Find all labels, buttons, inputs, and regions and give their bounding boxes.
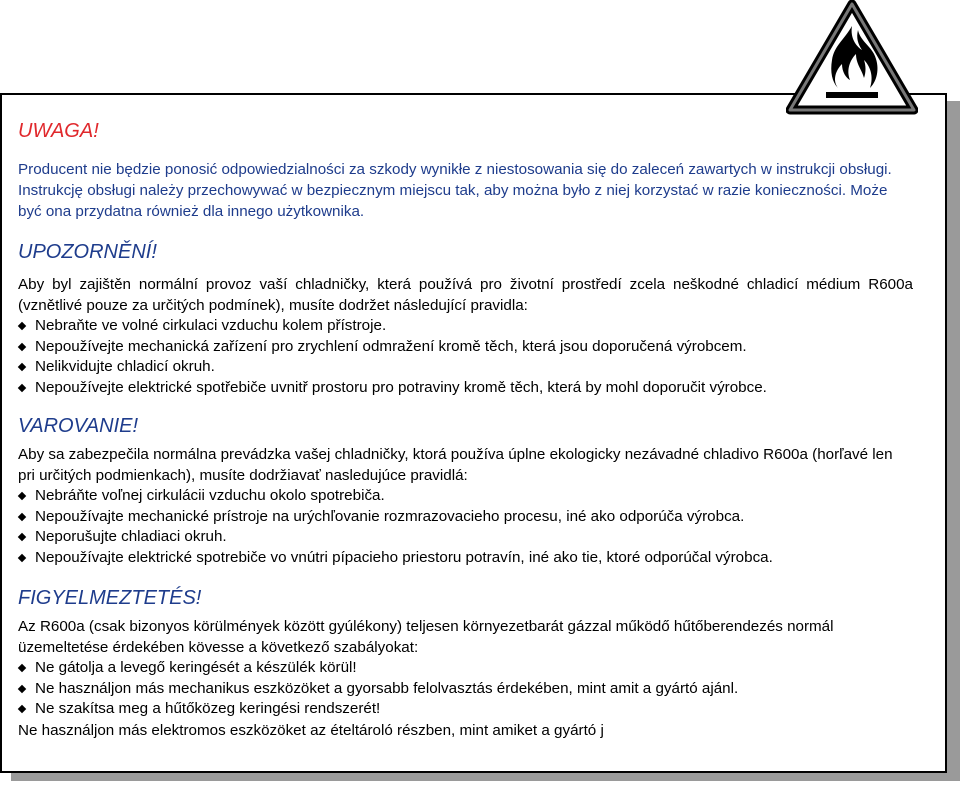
bullet-icon xyxy=(18,705,26,713)
paragraph-upozorneni: Aby byl zajištěn normální provoz vaší chladničky, která používá pro životní prostředí zcela neškodné chladicí médium R600a (vznětlivé pouze za určitých podmínek), musíte dodržet následující pravidla: xyxy=(18,276,913,314)
list-item: Ne gátolja a levegő keringését a készülék körül! xyxy=(18,658,913,679)
rules-list-czech xyxy=(18,316,913,398)
section-slovak xyxy=(18,414,913,568)
paragraph-figyelmeztetes: Az R600a (csak bizonyos körülmények között gyúlékony) teljesen környezetbarát gázzal működő hűtőberendezés normál üzemeltetése érdekében kövesse a következő szabályokat: xyxy=(18,618,834,656)
list-item: Nepoužívajte mechanické prístroje na urýchľovanie rozmrazovacieho procesu, iné ako odporúča výrobca. xyxy=(18,507,913,528)
section-polish xyxy=(18,119,913,222)
bullet-icon xyxy=(18,363,26,371)
rules-list-hungarian xyxy=(18,658,913,720)
list-item: Nelikvidujte chladicí okruh. xyxy=(18,357,913,378)
list-item: Nepoužívejte elektrické spotřebiče uvnitř prostoru pro potraviny kromě těch, která by mohl doporučit výrobce. xyxy=(18,378,913,399)
list-item: Ne szakítsa meg a hűtőközeg keringési rendszerét! xyxy=(18,699,913,720)
list-item: Nepoužívejte mechanická zařízení pro zrychlení odmražení kromě těch, která jsou doporučená výrobcem. xyxy=(18,337,913,358)
bullet-icon xyxy=(18,342,26,350)
heading-varovanie: VAROVANIE! xyxy=(18,415,139,437)
paragraph-uwaga: Producent nie będzie ponosić odpowiedzialności za szkody wynikłe z niestosowania się do zaleceń zawartych w instrukcji obsługi. Instrukcję obsługi należy przechowywać w bezpiecznym miejscu tak, aby można było z niej korzystać w razie konieczności. Może być ona przydatna również dla innego użytkownika. xyxy=(18,161,892,220)
list-item: Nebráňte voľnej cirkulácii vzduchu okolo spotrebiča. xyxy=(18,486,913,507)
bullet-icon xyxy=(18,533,26,541)
heading-figyelmeztetes: FIGYELMEZTETÉS! xyxy=(18,587,202,609)
bullet-icon xyxy=(18,553,26,561)
paragraph-trailing: Ne használjon más elektromos eszközöket az ételtároló részben, mint amiket a gyártó j xyxy=(18,721,604,739)
heading-upozorneni: UPOZORNĚNÍ! xyxy=(18,241,157,263)
bullet-icon xyxy=(18,322,26,330)
bullet-icon xyxy=(18,492,26,500)
list-item: Ne használjon más mechanikus eszközöket a gyorsabb felolvasztás érdekében, mint amit a gyártó ajánl. xyxy=(18,679,913,700)
section-hungarian xyxy=(18,586,913,741)
rules-list-slovak xyxy=(18,486,913,568)
bullet-icon xyxy=(18,664,26,672)
warning-panel xyxy=(0,93,947,773)
list-item: Nebraňte ve volné cirkulaci vzduchu kolem přístroje. xyxy=(18,316,913,337)
flammable-warning-icon xyxy=(786,0,918,116)
list-item: Nepoužívajte elektrické spotrebiče vo vnútri pípacieho priestoru potravín, iné ako tie, ktoré odporúčal výrobca. xyxy=(18,548,913,569)
bullet-icon xyxy=(18,383,26,391)
section-czech xyxy=(18,240,913,398)
bullet-icon xyxy=(18,684,26,692)
list-item: Neporušujte chladiaci okruh. xyxy=(18,527,913,548)
warning-content xyxy=(18,119,913,741)
heading-uwaga: UWAGA! xyxy=(18,120,99,142)
bullet-icon xyxy=(18,512,26,520)
paragraph-varovanie: Aby sa zabezpečila normálna prevádzka vašej chladničky, ktorá používa úplne ekologicky nezávadné chladivo R600a (horľavé len pri určitých podmienkach), musíte dodržiavať nasledujúce pravidlá: xyxy=(18,446,893,484)
